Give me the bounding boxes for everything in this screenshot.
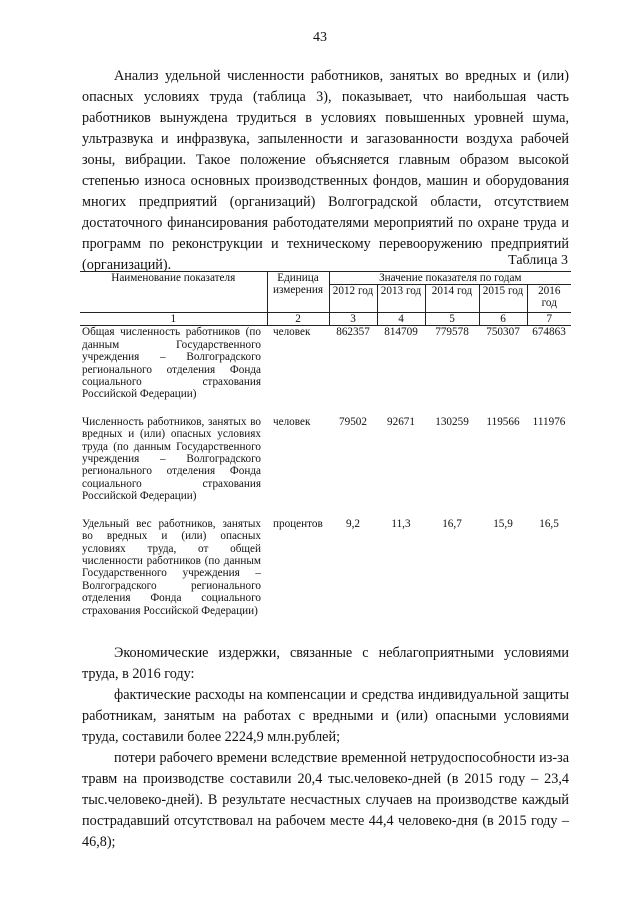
- row-value: 119566: [486, 415, 520, 428]
- row-value: 79502: [339, 415, 367, 428]
- lost-time-paragraph: потери рабочего времени вследствие временной нетрудоспособности из-за травм на производстве составили 20,4 тыс.человеко-дней (в 2015 году – 23,4 тыс.человеко-дней). В результате несчастных случаев на производстве каждый пострадавший отсутствовал на рабочем месте 44,4 человеко-дня (в 2015 году – 46,8);: [82, 750, 569, 850]
- column-number: 5: [425, 313, 479, 326]
- column-number: 6: [479, 313, 527, 326]
- column-number-row: [80, 313, 571, 326]
- costs-intro-paragraph: Экономические издержки, связанные с неблагоприятными условиями труда, в 2016 году:: [82, 645, 569, 682]
- header-year: 2014 год: [425, 285, 479, 313]
- compensation-paragraph: фактические расходы на компенсации и средства индивидуальной защиты работникам, занятым на работах с вредными и (или) опасными условиями труда, составили более 2224,9 млн.рублей;: [82, 687, 569, 745]
- header-values: Значение показателя по годам: [329, 272, 571, 285]
- row-value: 814709: [384, 326, 418, 339]
- column-number: 2: [267, 313, 329, 326]
- header-year: 2013 год: [377, 285, 425, 313]
- row-value: 674863: [532, 326, 566, 339]
- column-number: 1: [80, 313, 267, 326]
- header-year: 2012 год: [329, 285, 377, 313]
- row-name: Численность работников, занятых во вредных и (или) опасных условиях труда (по данным Государственного учреждения – Волгоградского регионального отделения Фонда социального страхования Российской Федерации): [82, 415, 261, 503]
- header-year: 2016 год: [527, 285, 571, 313]
- table-row: [80, 326, 571, 401]
- table-row: [80, 416, 571, 503]
- row-name: Общая численность работников (по данным Государственного учреждения – Волгоградского регионального отделения Фонда социального страхования Российской Федерации): [82, 326, 261, 401]
- indicators-table: [80, 271, 571, 617]
- row-value: 750307: [486, 326, 520, 339]
- row-value: 92671: [387, 415, 415, 428]
- row-value: 9,2: [346, 517, 360, 530]
- header-name: Наименование показателя: [80, 272, 267, 313]
- row-unit: человек: [273, 415, 311, 428]
- row-value: 16,7: [442, 517, 462, 530]
- intro-paragraph: Анализ удельной численности работников, занятых во вредных и (или) опасных условиях труда (таблица 3), показывает, что наибольшая часть работников вынуждена трудиться в условиях повышенных уровней шума, ультразвука и инфразвука, запыленности и загазованности воздуха рабочей зоны, вибрации. Такое положение объясняется главным образом высокой степенью износа основных производственных фондов, машин и оборудования многих предприятий (организаций) Волгоградской области, отсутствием достаточного финансирования работодателями мероприятий по охране труда и программ по реконструкции и техническому перевооружению предприятий (организаций).: [82, 68, 569, 273]
- column-number: 3: [329, 313, 377, 326]
- row-value: 11,3: [391, 517, 411, 530]
- row-name: Удельный вес работников, занятых во вредных и (или) опасных условиях труда, от общей численности работников (по данным Государственного учреждения – Волгоградского регионального отделения Фонда социального страхования Российской Федерации): [82, 517, 261, 617]
- row-value: 15,9: [493, 517, 513, 530]
- column-number: 4: [377, 313, 425, 326]
- header-year: 2015 год: [479, 285, 527, 313]
- table-row: [80, 518, 571, 617]
- row-value: 779578: [435, 326, 469, 339]
- row-value: 16,5: [539, 517, 559, 530]
- page-number: 43: [313, 30, 327, 45]
- row-value: 130259: [435, 415, 469, 428]
- row-unit: процентов: [273, 517, 323, 530]
- row-unit: человек: [273, 326, 311, 339]
- header-unit: Единица измерения: [267, 272, 329, 313]
- row-value: 111976: [532, 415, 566, 428]
- row-value: 862357: [336, 326, 370, 339]
- column-number: 7: [527, 313, 571, 326]
- table-caption: Таблица 3: [508, 253, 568, 268]
